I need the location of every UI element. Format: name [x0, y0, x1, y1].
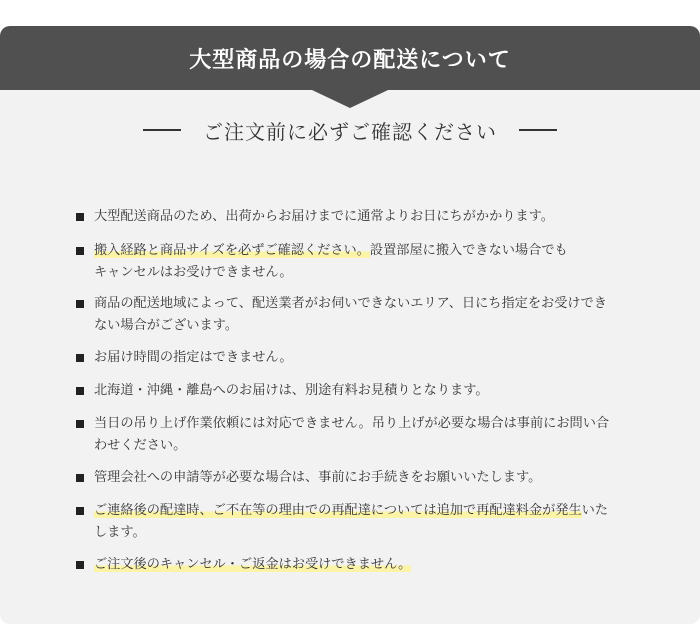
list-item [76, 347, 646, 369]
text-segment: わせください。 [94, 438, 187, 453]
list-item-text [94, 206, 646, 228]
list-item-line [94, 554, 646, 576]
bullet-square-icon [76, 300, 84, 308]
list-item-text [94, 380, 646, 402]
text-segment: 管理会社への申請等が必要な場合は、事前にお手続きをお願いいたします。 [94, 470, 542, 485]
text-segment: 商品の配送地域によって、配送業者がお伺いできないエリア、日にち指定をお受けでき [94, 296, 607, 311]
list-item-text [94, 293, 646, 337]
list-item-line [94, 206, 646, 228]
bullet-square-icon [76, 474, 84, 482]
bullet-square-icon [76, 354, 84, 362]
list-item [76, 413, 646, 457]
bullet-square-icon [76, 247, 84, 255]
notice-title: ご注文前に必ずご確認ください [203, 119, 497, 144]
bullet-square-icon [76, 420, 84, 428]
text-segment: します。 [94, 525, 146, 540]
text-segment: ない場合がございます。 [94, 318, 239, 333]
list-item-line [94, 347, 646, 369]
list-item-line [94, 315, 646, 337]
list-item-line [94, 240, 646, 262]
list-item-line [94, 467, 646, 489]
list-item-text [94, 240, 646, 284]
list-item-text [94, 467, 646, 489]
list-item-line [94, 262, 646, 284]
page-title: 大型商品の場合の配送について [189, 47, 511, 73]
text-segment: 大型配送商品のため、出荷からお届けまでに通常よりお日にちがかかります。 [94, 209, 554, 224]
list-item-line [94, 522, 646, 544]
bullet-square-icon [76, 507, 84, 515]
text-segment: 設置部屋に搬入できない場合でも [369, 243, 568, 258]
bullet-square-icon [76, 561, 84, 569]
list-item-text [94, 500, 646, 544]
list-item [76, 240, 646, 284]
highlighted-text: ご連絡後の配達時、ご不在等の理由での再配達については追加で再配達料金が発生 [94, 503, 582, 518]
highlighted-text: 搬入経路と商品サイズを必ずご確認ください。 [94, 243, 370, 258]
list-item [76, 380, 646, 402]
text-segment: 当日の吊り上げ作業依頼には対応できません。吊り上げが必要な場合は事前にお問い合 [94, 416, 610, 431]
text-segment: いた [581, 503, 609, 518]
list-item [76, 206, 646, 228]
list-item [76, 467, 646, 489]
bullet-square-icon [76, 387, 84, 395]
list-item-text [94, 413, 646, 457]
list-item-line [94, 293, 646, 315]
list-item [76, 293, 646, 337]
list-item-line [94, 435, 646, 457]
list-item-text [94, 554, 646, 576]
list-item-line [94, 380, 646, 402]
text-segment: キャンセルはお受けできません。 [94, 265, 293, 280]
list-item [76, 500, 646, 544]
list-item [76, 554, 646, 576]
highlighted-text: ご注文後のキャンセル・ご返金はお受けできません。 [94, 557, 412, 572]
text-segment: お届け時間の指定はできません。 [94, 350, 293, 365]
list-item-text [94, 347, 646, 369]
list-item-line [94, 500, 646, 522]
list-item-line [94, 413, 646, 435]
bullet-square-icon [76, 213, 84, 221]
text-segment: 北海道・沖縄・離島へのお届けは、別途有料お見積りとなります。 [94, 383, 489, 398]
